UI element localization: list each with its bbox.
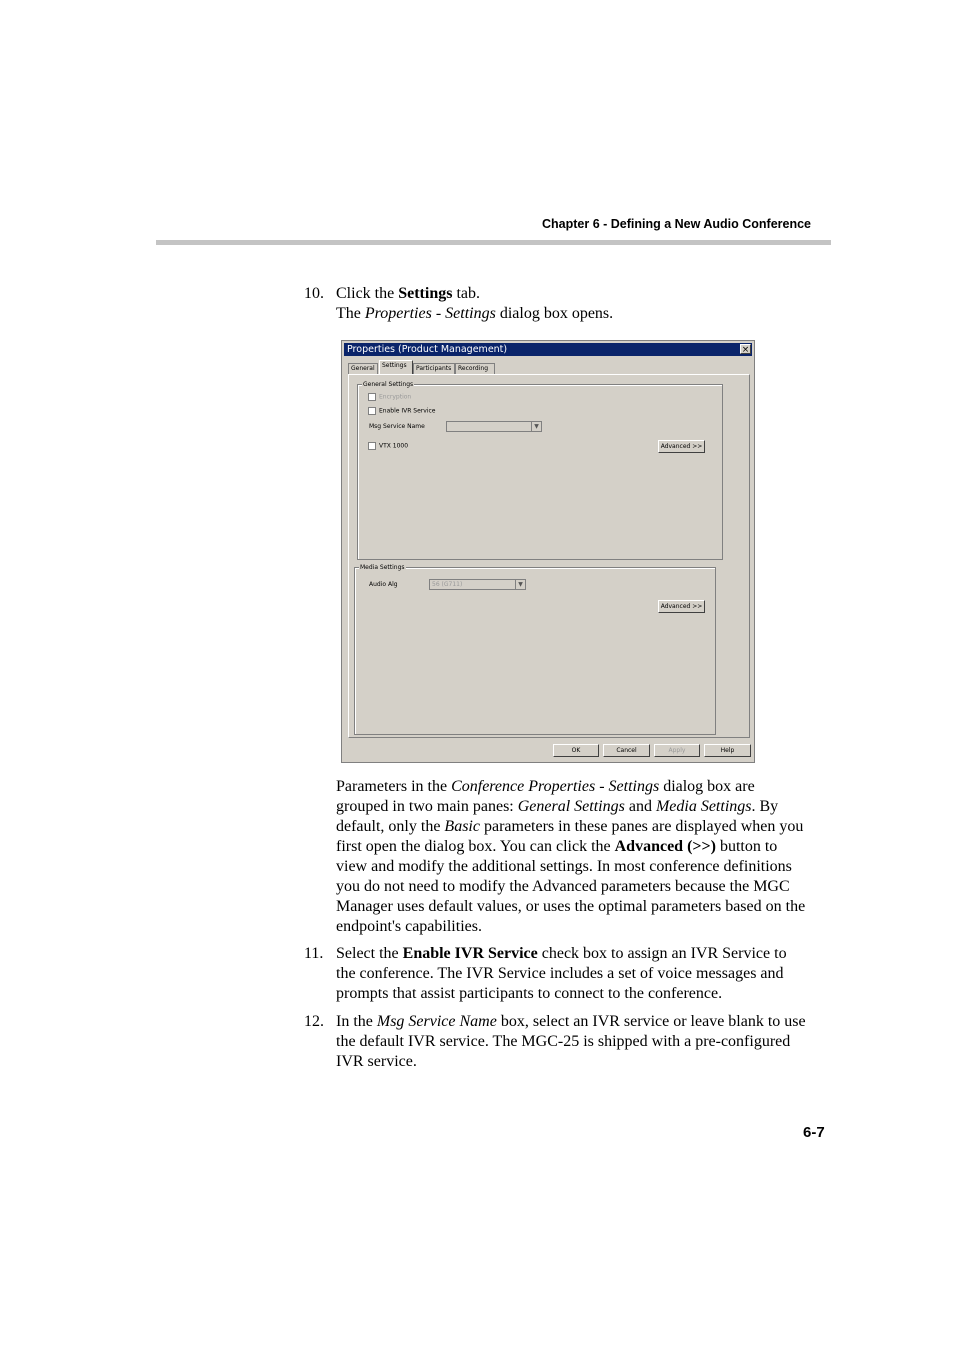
vtx-1000-checkbox[interactable]: VTX 1000 — [368, 442, 408, 451]
chapter-header: Chapter 6 - Defining a New Audio Conference — [542, 217, 812, 231]
audio-alg-combo[interactable]: 56 (G711) ▼ — [429, 579, 526, 590]
step-12-line-1: In the Msg Service Name box, select an IVR service or leave blank to use — [336, 1013, 806, 1030]
step-11-number: 11. — [304, 945, 324, 962]
dialog-titlebar — [344, 343, 752, 356]
encryption-checkbox[interactable]: Encryption — [368, 393, 411, 402]
help-button[interactable]: Help — [704, 744, 751, 757]
para-line-4: first open the dialog box. You can click the Advanced (>>) button to — [336, 838, 778, 855]
step-10-line-1: Click the Settings tab. — [336, 285, 480, 302]
media-settings-group — [354, 564, 716, 735]
properties-dialog — [341, 340, 755, 763]
step-11-line-3: prompts that assist participants to connect to the conference. — [336, 985, 723, 1002]
close-icon[interactable]: × — [741, 345, 750, 355]
apply-button[interactable]: Apply — [654, 744, 700, 757]
general-settings-label: General Settings — [363, 381, 414, 388]
step-10-line-2: The Properties - Settings dialog box opens. — [336, 305, 614, 322]
tab-general[interactable]: General — [348, 363, 378, 374]
tab-settings[interactable]: Settings — [379, 360, 413, 374]
step-11-line-1: Select the Enable IVR Service check box to assign an IVR Service to — [336, 945, 787, 962]
para-line-3: default, only the Basic parameters in these panes are displayed when you — [336, 818, 804, 835]
para-line-8: endpoint's capabilities. — [336, 918, 482, 935]
step-10-number: 10. — [304, 285, 324, 302]
msg-service-name-label: Msg Service Name — [369, 423, 425, 430]
media-settings-label: Media Settings — [360, 564, 405, 571]
para-line-1: Parameters in the Conference Properties - Settings dialog box are — [336, 778, 755, 795]
step-12-line-2: the default IVR service. The MGC-25 is shipped with a pre-configured — [336, 1033, 791, 1050]
general-advanced-button[interactable]: Advanced >> — [658, 440, 705, 453]
page-number: 6-7 — [803, 1124, 825, 1141]
chevron-down-icon: ▼ — [531, 422, 541, 431]
header-rule — [156, 240, 831, 245]
step-12-line-3: IVR service. — [336, 1053, 417, 1070]
step-11-line-2: the conference. The IVR Service includes a set of voice messages and — [336, 965, 784, 982]
para-line-6: you do not need to modify the Advanced parameters because the MGC — [336, 878, 790, 895]
general-settings-group — [357, 381, 723, 560]
msg-service-name-combo[interactable] — [446, 421, 542, 432]
tab-recording[interactable]: Recording — [455, 363, 495, 374]
dialog-title: Properties (Product Management) — [347, 344, 508, 355]
settings-panel — [348, 374, 750, 738]
ok-button[interactable]: OK — [553, 744, 599, 757]
media-advanced-button[interactable]: Advanced >> — [658, 600, 705, 613]
cancel-button[interactable]: Cancel — [603, 744, 650, 757]
para-line-7: Manager uses default values, or uses the optimal parameters based on the — [336, 898, 806, 915]
enable-ivr-checkbox[interactable]: Enable IVR Service — [368, 407, 435, 416]
step-12-number: 12. — [304, 1013, 324, 1030]
chevron-down-icon: ▼ — [515, 580, 525, 589]
para-line-2: grouped in two main panes: General Settings and Media Settings. By — [336, 798, 779, 815]
audio-alg-label: Audio Alg — [369, 581, 398, 588]
tab-participants[interactable]: Participants — [413, 363, 455, 374]
para-line-5: view and modify the additional settings. In most conference definitions — [336, 858, 792, 875]
